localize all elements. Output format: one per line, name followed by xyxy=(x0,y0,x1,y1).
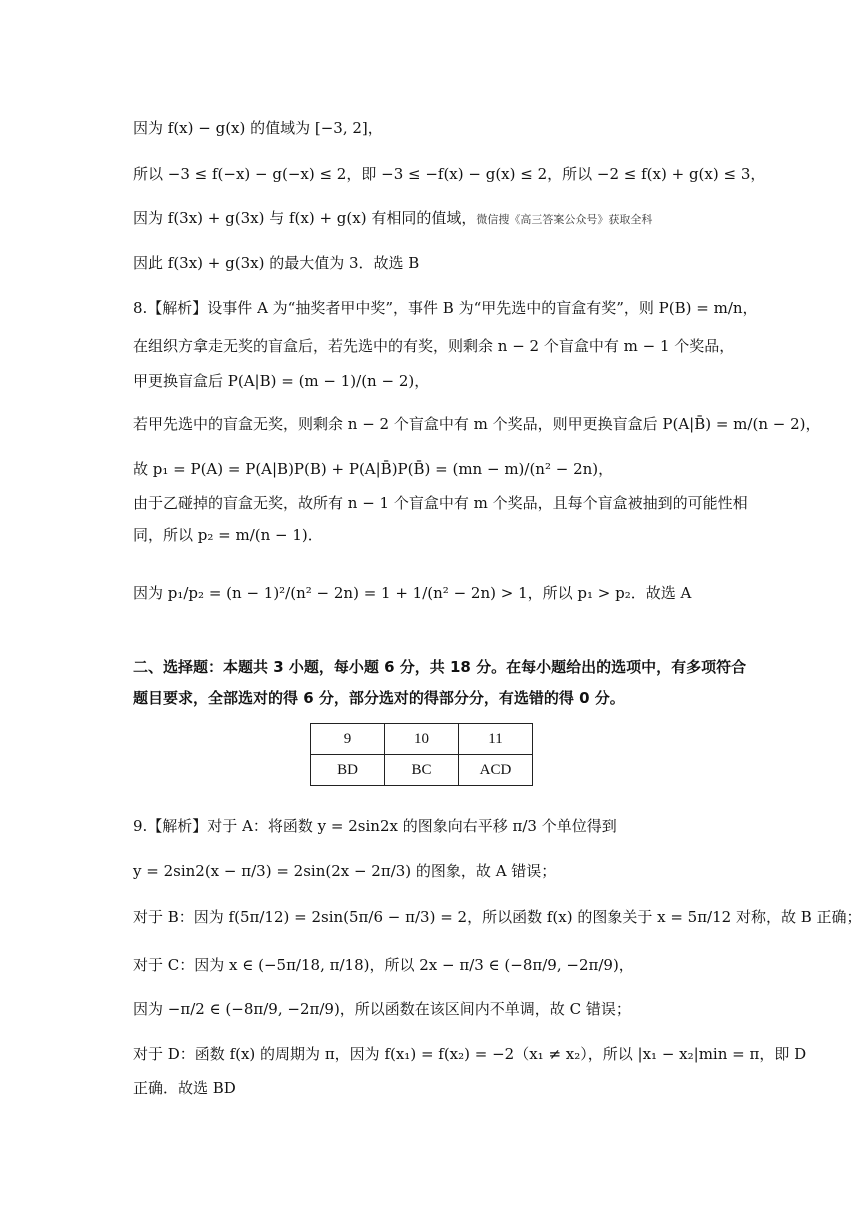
watermark-text: 微信搜《高三答案公众号》获取全科 xyxy=(476,213,653,226)
section-2-heading-line-2: 题目要求，全部选对的得 6 分，部分选对的得部分分，有选错的得 0 分。 xyxy=(133,689,625,707)
section-2-heading-line-1: 二、选择题：本题共 3 小题，每小题 6 分，共 18 分。在每小题给出的选项中，有多项符合 xyxy=(133,658,747,676)
q8-line-7: 同，所以 p₂ = m/(n − 1)． xyxy=(133,526,323,544)
answer-cell: BD xyxy=(311,755,385,786)
q8-line-2: 在组织方拿走无奖的盲盒后，若先选中的有奖，则剩余 n − 2 个盲盒中有 m − 1 个奖品， xyxy=(133,337,735,355)
answer-table-question-row xyxy=(311,724,533,755)
line-3 xyxy=(133,207,750,231)
answer-cell: BC xyxy=(385,755,459,786)
q9-line-6: 对于 D：函数 f(x) 的周期为 π，因为 f(x₁) = f(x₂) = −2（x₁ ≠ x₂），所以 |x₁ − x₂|min = π，即 D xyxy=(133,1045,807,1063)
line-2: 所以 −3 ≤ f(−x) − g(−x) ≤ 2，即 −3 ≤ −f(x) − g(x) ≤ 2，所以 −2 ≤ f(x) + g(x) ≤ 3， xyxy=(133,165,766,183)
answer-table-answer-row xyxy=(311,755,533,786)
q9-line-1: 9.【解析】对于 A：将函数 y = 2sin2x 的图象向右平移 π/3 个单位得到 xyxy=(133,817,617,835)
answer-cell: ACD xyxy=(459,755,533,786)
line-1: 因为 f(x) − g(x) 的值域为 [−3, 2]， xyxy=(133,119,383,137)
q8-line-8: 因为 p₁/p₂ = (n − 1)²/(n² − 2n) = 1 + 1/(n² − 2n) > 1，所以 p₁ > p₂．故选 A xyxy=(133,584,692,602)
q9-line-5: 因为 −π/2 ∈ (−8π/9, −2π/9)，所以函数在该区间内不单调，故 C 错误； xyxy=(133,1000,631,1018)
question-number-cell: 11 xyxy=(459,724,533,755)
q8-line-4: 若甲先选中的盲盒无奖，则剩余 n − 2 个盲盒中有 m 个奖品，则甲更换盲盒后 P(A|B̄) = m/(n − 2)， xyxy=(133,415,821,433)
line-3-text: 因为 f(3x) + g(3x) 与 f(x) + g(x) 有相同的值域， xyxy=(133,209,477,227)
q9-line-2: y = 2sin2(x − π/3) = 2sin(2x − 2π/3) 的图象，故 A 错误； xyxy=(133,862,557,880)
line-4: 因此 f(3x) + g(3x) 的最大值为 3．故选 B xyxy=(133,254,420,272)
q8-line-1: 8.【解析】设事件 A 为“抽奖者甲中奖”，事件 B 为“甲先选中的盲盒有奖”，则 P(B) = m/n， xyxy=(133,299,758,317)
q8-line-5: 故 p₁ = P(A) = P(A|B)P(B) + P(A|B̄)P(B̄) = (mn − m)/(n² − 2n)， xyxy=(133,460,614,478)
q8-line-3: 甲更换盲盒后 P(A|B) = (m − 1)/(n − 2)， xyxy=(133,372,430,390)
question-number-cell: 10 xyxy=(385,724,459,755)
q9-line-7: 正确．故选 BD xyxy=(133,1079,236,1097)
q9-line-3: 对于 B：因为 f(5π/12) = 2sin(5π/6 − π/3) = 2，所以函数 f(x) 的图象关于 x = 5π/12 对称，故 B 正确； xyxy=(133,908,862,926)
answer-table xyxy=(310,723,533,786)
q8-line-6: 由于乙碰掉的盲盒无奖，故所有 n − 1 个盲盒中有 m 个奖品，且每个盲盒被抽到的可能性相 xyxy=(133,494,748,512)
question-number-cell: 9 xyxy=(311,724,385,755)
q9-line-4: 对于 C：因为 x ∈ (−5π/18, π/18)，所以 2x − π/3 ∈ (−8π/9, −2π/9)， xyxy=(133,956,634,974)
